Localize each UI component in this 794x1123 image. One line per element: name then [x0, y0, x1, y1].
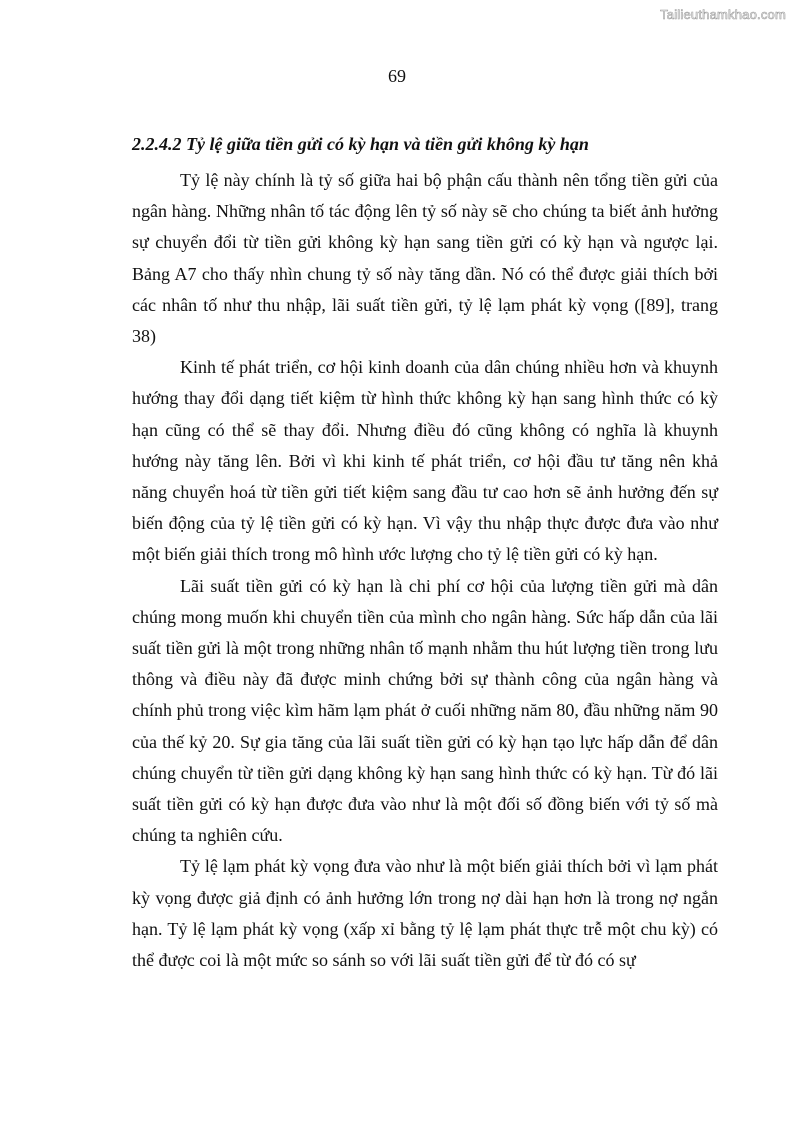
paragraph-3: Lãi suất tiền gửi có kỳ hạn là chi phí cơ hội của lượng tiền gửi mà dân chúng mong muốn khi chuyển tiền của mình cho ngân hàng. Sức hấp dẫn của lãi suất tiền gửi là một trong những nhân tố mạnh nhằm thu hút lượng tiền trong lưu thông và điều này đã được minh chứng bởi sự thành công của ngân hàng và chính phủ trong việc kìm hãm lạm phát ở cuối những năm 80, đầu những năm 90 của thế kỷ 20. Sự gia tăng của lãi suất tiền gửi có kỳ hạn tạo lực hấp dẫn để dân chúng chuyển từ tiền gửi dạng không kỳ hạn sang hình thức có kỳ hạn. Từ đó lãi suất tiền gửi có kỳ hạn được đưa vào như là một đối số đồng biến với tỷ số mà chúng ta nghiên cứu. — [132, 575, 718, 846]
section-body — [132, 131, 718, 976]
section-heading: 2.2.4.2 Tỷ lệ giữa tiền gửi có kỳ hạn và tiền gửi không kỳ hạn — [132, 134, 589, 154]
paragraph-2: Kinh tế phát triển, cơ hội kinh doanh của dân chúng nhiều hơn và khuynh hướng thay đổi dạng tiết kiệm từ hình thức không kỳ hạn sang hình thức có kỳ hạn cũng có thể sẽ thay đổi. Nhưng điều đó cũng không có nghĩa là khuynh hướng này tăng lên. Bởi vì khi kinh tế phát triển, cơ hội đầu tư tăng nên khả năng chuyển hoá từ tiền gửi tiết kiệm sang đầu tư cao hơn sẽ ảnh hưởng đến sự biến động của tỷ lệ tiền gửi có kỳ hạn. Vì vậy thu nhập thực được đưa vào như một biến giải thích trong mô hình ước lượng cho tỷ lệ tiền gửi có kỳ hạn. — [132, 357, 718, 565]
page-number: 69 — [388, 66, 406, 86]
paragraph-4: Tỷ lệ lạm phát kỳ vọng đưa vào như là một biến giải thích bởi vì lạm phát kỳ vọng được giả định có ảnh hưởng lớn trong nợ dài hạn hơn là trong nợ ngắn hạn. Tỷ lệ lạm phát kỳ vọng (xấp xỉ bằng tỷ lệ lạm phát thực trễ một chu kỳ) có thể được coi là một mức so sánh so với lãi suất tiền gửi để từ đó có sự — [132, 856, 718, 971]
watermark: Tailieuthamkhao.com — [660, 7, 786, 22]
paragraph-1: Tỷ lệ này chính là tỷ số giữa hai bộ phận cấu thành nên tổng tiền gửi của ngân hàng. Những nhân tố tác động lên tỷ số này sẽ cho chúng ta biết ảnh hưởng sự chuyển đổi từ tiền gửi không kỳ hạn sang tiền gửi có kỳ hạn và ngược lại. Bảng A7 cho thấy nhìn chung tỷ số này tăng dần. Nó có thể được giải thích bởi các nhân tố như thu nhập, lãi suất tiền gửi, tỷ lệ lạm phát kỳ vọng ([89], trang 38) — [132, 170, 718, 347]
